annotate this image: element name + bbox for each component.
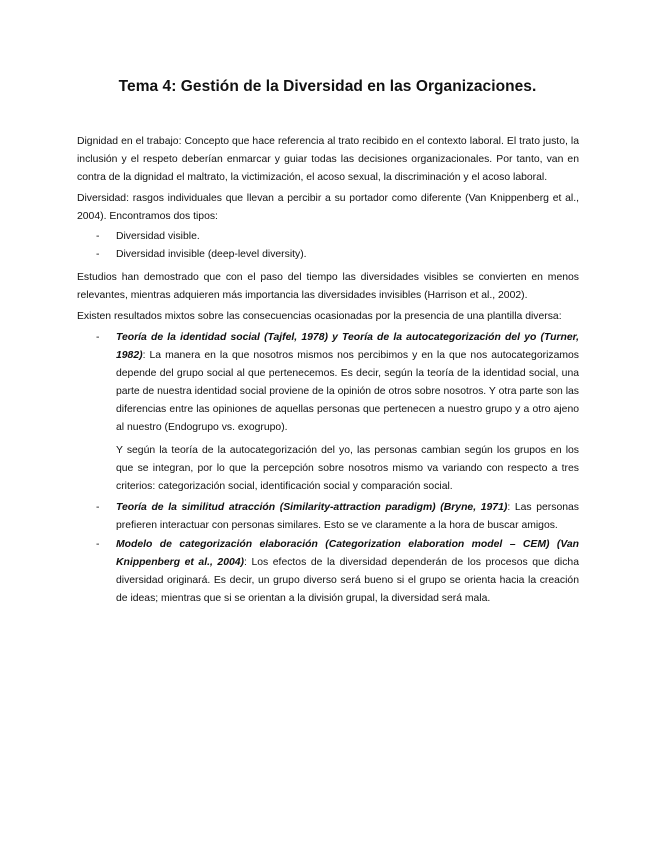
paragraph-diversidad: Diversidad: rasgos individuales que llevan a percibir a su portador como diferente (Van Knippenberg et al., 2004). Encontramos dos tipos: bbox=[77, 193, 579, 222]
page-title: Tema 4: Gestión de la Diversidad en las Organizaciones. bbox=[118, 78, 537, 95]
list-bullet: - bbox=[96, 502, 100, 513]
list-bullet: - bbox=[96, 231, 100, 242]
list-bullet: - bbox=[96, 332, 100, 343]
theories-list bbox=[77, 329, 579, 608]
list-item bbox=[77, 246, 579, 264]
paragraph-resultados: Existen resultados mixtos sobre las consecuencias ocasionadas por la presencia de una plantilla diversa: bbox=[77, 311, 562, 322]
theory-text bbox=[116, 329, 579, 437]
theory-title: Teoría de la identidad social (Tajfel, 1978) y Teoría de la autocategorización del yo (Turner, 1982) bbox=[116, 332, 579, 361]
list-bullet: - bbox=[96, 539, 100, 550]
list-item-text: Diversidad invisible (deep-level diversity). bbox=[116, 249, 307, 260]
paragraph-dignidad: Dignidad en el trabajo: Concepto que hace referencia al trato recibido en el contexto laboral. El trato justo, la inclusión y el respeto deberían enmarcar y guiar todas las decisiones organizacionales. Por tanto, van en contra de la dignidad el maltrato, la victimización, el acoso sexual, la discriminación y el acoso laboral. bbox=[77, 136, 579, 183]
theory-text bbox=[116, 499, 579, 535]
list-item bbox=[77, 228, 579, 246]
list-item-text: Diversidad visible. bbox=[116, 231, 200, 242]
document-body bbox=[77, 133, 579, 609]
theory-item-identidad bbox=[77, 329, 579, 496]
list-bullet: - bbox=[96, 249, 100, 260]
theory-description: : Las personas prefieren interactuar con personas similares. Esto se ve claramente a la hora de buscar amigos. bbox=[116, 502, 579, 531]
theory-extra-paragraph: Y según la teoría de la autocategorización del yo, las personas cambian según los grupos en los que se integran, por lo que la percepción sobre nosotros mismo va variando con respecto a tres criterios: categorización social, identificación social y comparación social. bbox=[116, 445, 579, 492]
paragraph-estudios: Estudios han demostrado que con el paso del tiempo las diversidades visibles se convierten en menos relevantes, mientras adquieren más importancia las diversidades invisibles (Harrison et al., 2002). bbox=[77, 272, 579, 301]
theory-title: Modelo de categorización elaboración (Categorization elaboration model – CEM) (Van Knippenberg et al., 2004) bbox=[116, 539, 579, 568]
theory-title: Teoría de la similitud atracción (Similarity-attraction paradigm) (Bryne, 1971) bbox=[116, 502, 508, 513]
diversity-types-list bbox=[77, 228, 579, 264]
theory-item-similitud bbox=[77, 499, 579, 535]
theory-text bbox=[116, 536, 579, 608]
theory-description: : La manera en la que nosotros mismos nos percibimos y en la que nos autocategorizamos depende del grupo social al que pertenecemos. Es decir, según la teoría de la identidad social, una parte de nuestra identidad social proviene de la opinión de otros sobre nosotros. Y otra parte son las diferencias entre las opiniones de aquellas personas que pertenecen a nuestro grupo y a otro ajeno al nuestro (Endogrupo vs. exogrupo). bbox=[116, 350, 579, 433]
theory-description: : Los efectos de la diversidad dependerán de los procesos que dicha diversidad originará. Es decir, un grupo diverso será bueno si el grupo se orienta hacia la creación de ideas; mientras que si se orientan a la división grupal, la diversidad será mala. bbox=[116, 557, 579, 604]
theory-item-cem bbox=[77, 536, 579, 608]
